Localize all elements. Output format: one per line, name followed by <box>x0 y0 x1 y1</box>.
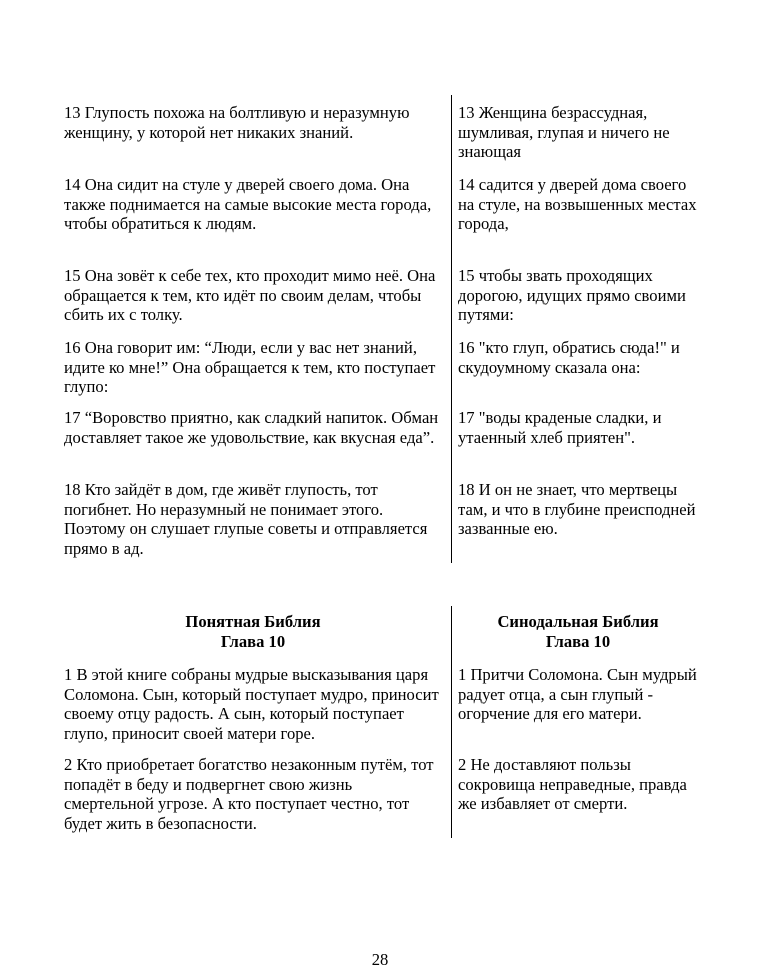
verse-18-modern: 18 Кто зайдёт в дом, где живёт глупость, тот погибнет. Но неразумный не понимает этого. Поэтому он слушает глупые советы и отправляется прямо в ад. <box>64 480 428 558</box>
verse-13-modern: 13 Глупость похожа на болтливую и неразумную женщину, у которой нет никаких знаний. <box>64 103 410 142</box>
verse-14-modern: 14 Она сидит на стуле у дверей своего дома. Она также поднимается на самые высокие места города, чтобы обратиться к людям. <box>64 175 432 234</box>
verse-17-synodal: 17 "воды краденые сладки, и утаенный хлеб приятен". <box>458 408 662 447</box>
ch10-verse-1-modern: 1 В этой книге собраны мудрые высказывания царя Соломона. Сын, который поступает мудро, приносит своему отцу радость. А сын, который поступает глупо, приносит своей матери горе. <box>64 665 439 743</box>
page-number: 28 <box>371 950 389 969</box>
verse-15-modern: 15 Она зовёт к себе тех, кто проходит мимо неё. Она обращается к тем, кто идёт по своим делам, чтобы сбить их с толку. <box>64 266 436 325</box>
verse-16-synodal: 16 "кто глуп, обратись сюда!" и скудоумному сказала она: <box>458 338 680 377</box>
column-divider-top <box>451 95 452 563</box>
ch10-verse-2-synodal: 2 Не доставляют пользы сокровища неправедные, правда же избавляет от смерти. <box>458 755 687 814</box>
verse-13-synodal: 13 Женщина безрассудная, шумливая, глупая и ничего не знающая <box>458 103 670 162</box>
verse-14-synodal: 14 садится у дверей дома своего на стуле, на возвышенных местах города, <box>458 175 697 234</box>
ch10-verse-1-synodal: 1 Притчи Соломона. Сын мудрый радует отца, а сын глупый - огорчение для его матери. <box>458 665 697 724</box>
left-column-chapter: Глава 10 <box>220 631 286 651</box>
right-column-header <box>458 612 698 651</box>
verse-17-modern: 17 “Воровство приятно, как сладкий напиток. Обман доставляет такое же удовольствие, как вкусная еда”. <box>64 408 439 447</box>
right-column-chapter: Глава 10 <box>545 631 611 651</box>
left-column-header <box>64 612 442 651</box>
verse-16-modern: 16 Она говорит им: “Люди, если у вас нет знаний, идите ко мне!” Она обращается к тем, кто поступает глупо: <box>64 338 436 397</box>
verse-15-synodal: 15 чтобы звать проходящих дорогою, идущих прямо своими путями: <box>458 266 686 325</box>
column-divider-bottom <box>451 606 452 838</box>
right-column-title: Синодальная Библия <box>497 612 659 631</box>
ch10-verse-2-modern: 2 Кто приобретает богатство незаконным путём, тот попадёт в беду и подвергнет свою жизнь смертельной угрозе. А кто поступает честно, тот будет жить в безопасности. <box>64 755 434 833</box>
left-column-title: Понятная Библия <box>185 612 321 631</box>
verse-18-synodal: 18 И он не знает, что мертвецы там, и что в глубине преисподней зазванные ею. <box>458 480 696 539</box>
